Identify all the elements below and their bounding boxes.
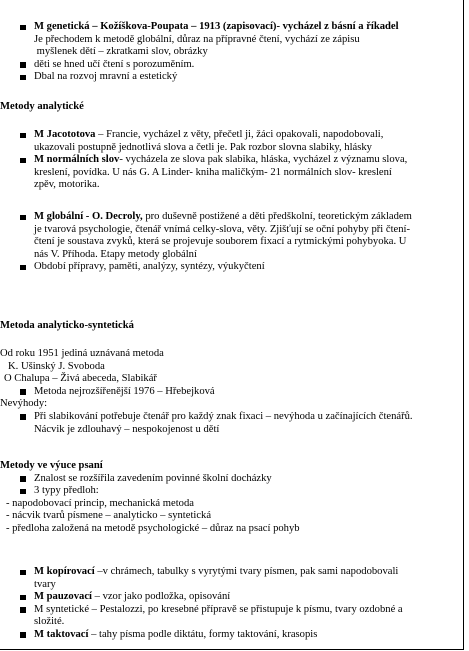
list-item: [0, 59, 462, 72]
analytic-section: [0, 101, 462, 114]
method-name: M pauzovací: [34, 591, 92, 603]
bullet-icon: [20, 75, 26, 81]
bullet-icon: [20, 158, 26, 164]
list-text: Dbal na rozvoj mravní a estetický: [34, 71, 178, 83]
list-item: [0, 629, 462, 642]
list-text: M syntetické – Pestalozzi, po kresebné přípravě se přistupuje k písmu, tvary ozdobné a: [34, 603, 403, 615]
text-line: - napodobovací princip, mechanická metoda: [6, 497, 194, 509]
list-text: Při slabikování potřebuje čtenář pro každý znak fixaci – nevýhoda u začínajících čtenářů.: [34, 410, 413, 422]
bullet-icon: [20, 25, 26, 31]
bullet-icon: [20, 489, 26, 495]
list-item: [0, 261, 462, 274]
section-heading: Metoda analyticko-syntetická: [0, 320, 134, 331]
list-item: [0, 485, 462, 498]
text-line: K. Ušinský J. Svoboda: [8, 360, 105, 372]
writing-section: [0, 460, 462, 536]
bullet-icon: [20, 607, 26, 613]
writing-methods-list: [0, 566, 462, 642]
global-list: [0, 211, 462, 274]
genetic-section: [0, 21, 462, 84]
synthetic-body: [0, 348, 462, 436]
list-text: děti se hned učí čtení s porozuměním.: [34, 58, 195, 70]
list-text: pro duševně postižené a děti předškolní, teoretickým základem: [142, 211, 412, 222]
list-item: [0, 411, 462, 436]
bullet-icon: [20, 265, 26, 271]
list-item: [0, 591, 462, 604]
list-text: Metoda nejrozšířenější 1976 – Hřebejková: [34, 385, 215, 397]
list-text: nás V. Příhoda. Etapy metody globální: [34, 248, 197, 260]
method-name: M kopírovací: [34, 566, 95, 577]
genetic-title: M genetická – Kožíškova-Poupata – 1913 (zapisovací)- vycházel z básní a říkadel: [34, 21, 399, 32]
text-line: Nevýhody:: [0, 398, 48, 410]
list-item: [0, 566, 462, 591]
list-text: 3 typy předloh:: [34, 485, 99, 497]
list-text: je tvarová psychologie, čtenář vnímá celky-slova, věty. Zjišťují se oční pohyby při čtení-: [34, 223, 410, 235]
bullet-icon: [20, 389, 26, 395]
analytic-list: [0, 129, 462, 192]
list-item: [0, 473, 462, 486]
list-text: Období přípravy, paměti, analýzy, syntézy, výukyčtení: [34, 261, 265, 273]
bullet-icon: [20, 133, 26, 139]
list-item: [0, 154, 462, 192]
bullet-icon: [20, 476, 26, 482]
list-item: [0, 21, 462, 59]
list-item: [0, 386, 462, 399]
list-text: Znalost se rozšířila zavedením povinné školní docházky: [34, 472, 272, 484]
list-text: tvary: [34, 578, 56, 590]
text-line: Od roku 1951 jediná uznávaná metoda: [0, 348, 164, 359]
method-name: M normálních slov: [34, 154, 120, 166]
bullet-icon: [20, 632, 26, 638]
list-text: –v chrámech, tabulky s vyrytými tvary písmen, pak sami napodobovali: [94, 566, 399, 577]
list-text: složité.: [34, 616, 65, 628]
text-line: - nácvik tvarů písmene – analyticko – syntetická: [6, 510, 212, 522]
text-line: O Chalupa – Živá abeceda, Slabikář: [4, 373, 157, 385]
list-item: [0, 604, 462, 629]
method-name: M taktovací: [34, 628, 89, 640]
list-text: ukazovali postupně jednotlivá slova a četli je. Pak rozbor slovna slabiky, hlásky: [34, 141, 372, 153]
bullet-icon: [20, 570, 26, 576]
section-heading: Metody ve výuce psaní: [0, 460, 103, 471]
list-text: čtení je soustava zvyků, která se projevuje souborem fixací a rytmickými pohybyoka. U: [34, 236, 407, 248]
bullet-icon: [20, 595, 26, 601]
bullet-icon: [20, 414, 26, 420]
list-text: – tahy písma podle diktátu, formy taktování, krasopis: [88, 628, 318, 640]
genetic-line3: myšlenek dětí – zkratkami slov, obrázky: [34, 46, 208, 58]
list-text: zpěv, motorika.: [34, 179, 100, 191]
bullet-icon: [20, 62, 26, 68]
list-item: [0, 71, 462, 84]
list-text: Nácvik je zdlouhavý – nespokojenost u dětí: [34, 423, 220, 435]
list-text: – vzor jako podložka, opisování: [91, 591, 231, 603]
list-text: – Francie, vycházel z věty, přečetl ji, žáci opakovali, napodobovali,: [95, 129, 384, 140]
list-item: [0, 211, 462, 261]
method-name: M Jacototova: [34, 129, 96, 140]
list-item: [0, 129, 462, 154]
list-text: - vycházela ze slova pak slabika, hláska, vycházel z významu slova,: [119, 154, 408, 166]
bullet-icon: [20, 215, 26, 221]
section-heading: Metody analytické: [0, 101, 84, 112]
list-text: kreslení, povídka. U nás G. A Linder- kniha maličkým- 21 normálních slov- kreslení: [34, 166, 392, 178]
synthetic-section: [0, 320, 462, 333]
method-name: M globální - O. Decroly,: [34, 211, 143, 222]
text-line: - předloha založená na metodě psychologické – důraz na psací pohyb: [6, 522, 300, 534]
genetic-line2: Je přechodem k metodě globální, důraz na přípravné čtení, vychází ze zápisu: [34, 33, 360, 45]
